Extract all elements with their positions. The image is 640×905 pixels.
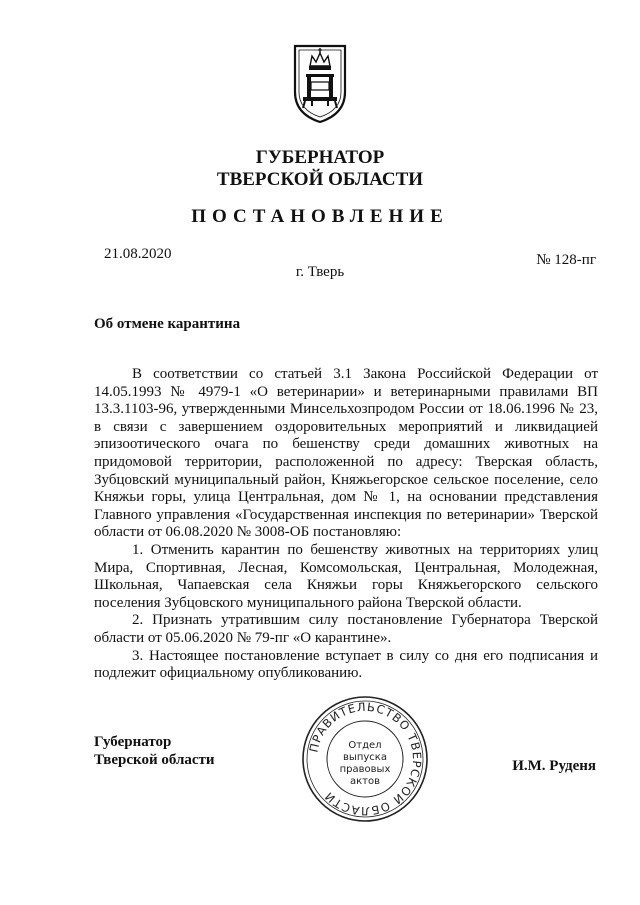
signer-title [94,733,215,769]
document-type: ПОСТАНОВЛЕНИЕ [191,206,449,227]
signer-title-line1: Губернатор [94,734,172,750]
document-body [94,366,598,683]
clause-1-paragraph: 1. Отменить карантин по бешенству животных на территориях улиц Мира, Спортивная, Лесная, Комсомольская, Центральная, Молодежная, Школьная, Чапаевская села Княжьи горы Княжьегорского сельского поселения Зубцовского муниципального района Тверской области. [94,541,598,611]
clause-3-paragraph: 3. Настоящее постановление вступает в силу со дня его подписания и подлежит официальному опубликованию. [94,647,598,682]
document-city: г. Тверь [295,264,345,280]
document-date: 21.08.2020 [104,246,172,262]
document-subject: Об отмене карантина [94,316,241,332]
document-number: № 128-пг [536,252,596,268]
stamp-center-line4: актов [349,776,381,787]
issuer-title-line1: ГУБЕРНАТОР [255,147,385,168]
stamp-center-line2: выпуска [343,752,387,763]
signer-name: И.М. Руденя [512,758,596,774]
clause-2-paragraph: 2. Признать утратившим силу постановление Губернатора Тверской области от 05.06.2020 № 79-пг «О карантине». [94,612,598,646]
coat-of-arms-icon [292,42,348,124]
preamble-paragraph: В соответствии со статьей 3.1 Закона Российской Федерации от 14.05.1993 № 4979-1 «О ветеринарии» и ветеринарными правилами ВП 13.3.1103-96, утвержденными Минсельхозпродом России от 18.06.1996 № 23, в связи с завершением оздоровительных мероприятий и ликвидацией эпизоотического очага по бешенству среди домашних животных на придомовой территории, расположенной по адресу: Тверская область, Зубцовский муниципальный район, Княжьегорское сельское поселение, село Княжьи горы, улица Центральная, дом № 1, на основании представления Главного управления «Государственная инспекция по ветеринарии» Тверской области от 06.08.2020 № 3008-ОБ постановляю: [94,366,598,541]
stamp-center-line1: Отдел [348,740,382,751]
stamp-ring-text: ПРАВИТЕЛЬСТВО ТВЕРСКОЙ ОБЛАСТИ [306,699,425,819]
signer-title-line2: Тверской области [94,752,215,768]
stamp-center-line3: правовых [339,764,391,775]
official-stamp [300,694,430,824]
issuer-title-line2: ТВЕРСКОЙ ОБЛАСТИ [216,169,424,190]
